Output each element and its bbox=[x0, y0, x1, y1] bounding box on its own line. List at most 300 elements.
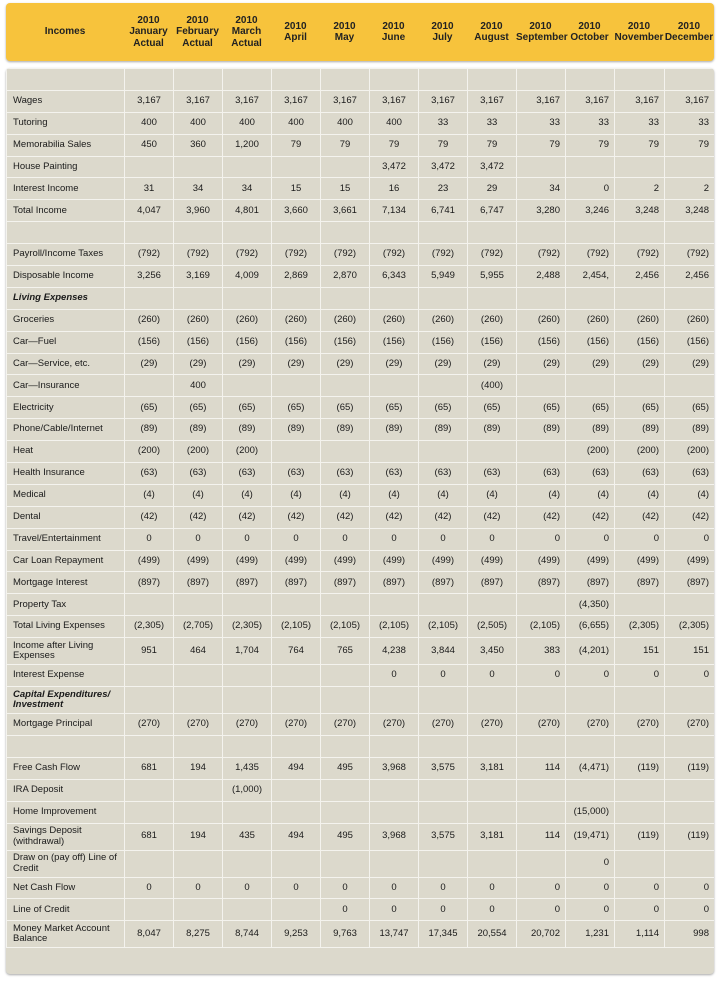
table-cell: (42) bbox=[566, 506, 615, 528]
table-cell: (270) bbox=[615, 714, 665, 736]
table-cell: (42) bbox=[370, 506, 419, 528]
table-cell: (156) bbox=[517, 331, 566, 353]
table-cell: (119) bbox=[615, 757, 665, 779]
table-cell: 3,181 bbox=[468, 823, 517, 850]
table-cell bbox=[272, 665, 321, 687]
table-cell bbox=[223, 69, 272, 91]
table-cell bbox=[517, 687, 566, 714]
table-cell: (63) bbox=[321, 463, 370, 485]
table-cell bbox=[665, 287, 715, 309]
table-cell: (156) bbox=[615, 331, 665, 353]
table-cell bbox=[566, 287, 615, 309]
table-cell: (42) bbox=[468, 506, 517, 528]
row-label: Car—Insurance bbox=[7, 375, 125, 397]
header-month-8: 2010 August bbox=[474, 20, 509, 43]
table-cell: (4) bbox=[517, 484, 566, 506]
table-cell bbox=[125, 850, 174, 877]
header-month-4: 2010 April bbox=[284, 20, 307, 43]
table-cell: 0 bbox=[419, 528, 468, 550]
table-cell: 435 bbox=[223, 823, 272, 850]
table-row bbox=[7, 90, 715, 112]
table-cell: 0 bbox=[419, 899, 468, 921]
table-cell bbox=[615, 287, 665, 309]
table-cell: 400 bbox=[174, 112, 223, 134]
table-cell: (270) bbox=[517, 714, 566, 736]
table-cell: (2,505) bbox=[468, 616, 517, 638]
table-cell: (29) bbox=[321, 353, 370, 375]
table-row bbox=[7, 899, 715, 921]
table-cell: (200) bbox=[665, 441, 715, 463]
table-cell: (2,105) bbox=[419, 616, 468, 638]
table-cell: (42) bbox=[615, 506, 665, 528]
table-cell bbox=[665, 735, 715, 757]
table-cell: (65) bbox=[517, 397, 566, 419]
table-cell: (29) bbox=[615, 353, 665, 375]
table-cell: 951 bbox=[125, 638, 174, 665]
table-cell bbox=[321, 801, 370, 823]
table-cell: 0 bbox=[370, 665, 419, 687]
table-cell: 33 bbox=[468, 112, 517, 134]
table-cell: 3,450 bbox=[468, 638, 517, 665]
row-label: Mortgage Principal bbox=[7, 714, 125, 736]
table-cell: 3,167 bbox=[615, 90, 665, 112]
table-cell: (2,305) bbox=[223, 616, 272, 638]
table-cell: 194 bbox=[174, 757, 223, 779]
table-cell bbox=[615, 801, 665, 823]
table-cell bbox=[223, 899, 272, 921]
table-cell: (499) bbox=[517, 550, 566, 572]
table-cell: 3,167 bbox=[125, 90, 174, 112]
table-cell: 79 bbox=[665, 134, 715, 156]
table-cell: (260) bbox=[665, 309, 715, 331]
table-cell: 400 bbox=[272, 112, 321, 134]
table-cell bbox=[223, 594, 272, 616]
table-cell bbox=[370, 441, 419, 463]
table-cell bbox=[174, 801, 223, 823]
table-cell: 3,960 bbox=[174, 200, 223, 222]
table-cell: (499) bbox=[615, 550, 665, 572]
table-cell: (4) bbox=[272, 484, 321, 506]
row-label bbox=[7, 69, 125, 91]
table-cell: 34 bbox=[223, 178, 272, 200]
table-cell: (260) bbox=[321, 309, 370, 331]
table-cell: 8,744 bbox=[223, 921, 272, 948]
table-cell: 20,554 bbox=[468, 921, 517, 948]
table-cell bbox=[125, 779, 174, 801]
table-cell: 33 bbox=[615, 112, 665, 134]
table-cell bbox=[419, 850, 468, 877]
table-cell: (270) bbox=[665, 714, 715, 736]
table-cell bbox=[517, 850, 566, 877]
table-cell: (4) bbox=[615, 484, 665, 506]
table-cell bbox=[321, 287, 370, 309]
table-cell: (42) bbox=[223, 506, 272, 528]
header-month-12: 2010 December bbox=[664, 20, 714, 43]
table-cell bbox=[665, 222, 715, 244]
table-cell: (119) bbox=[665, 823, 715, 850]
table-cell: 15 bbox=[321, 178, 370, 200]
header-month-3: 2010 March Actual bbox=[231, 14, 262, 49]
table-cell: 383 bbox=[517, 638, 566, 665]
table-cell bbox=[125, 287, 174, 309]
row-label: Income after Living Expenses bbox=[7, 638, 125, 665]
table-cell: 0 bbox=[566, 178, 615, 200]
table-cell: (792) bbox=[517, 244, 566, 266]
table-cell bbox=[517, 287, 566, 309]
table-cell bbox=[370, 594, 419, 616]
table-cell: 2,456 bbox=[615, 266, 665, 288]
table-cell: 0 bbox=[615, 665, 665, 687]
row-label: Mortgage Interest bbox=[7, 572, 125, 594]
table-cell: (65) bbox=[272, 397, 321, 419]
table-cell: 151 bbox=[615, 638, 665, 665]
table-cell: (119) bbox=[615, 823, 665, 850]
row-label: Net Cash Flow bbox=[7, 877, 125, 899]
table-cell: (65) bbox=[665, 397, 715, 419]
table-cell: (29) bbox=[370, 353, 419, 375]
table-cell bbox=[272, 222, 321, 244]
table-cell: (89) bbox=[517, 419, 566, 441]
table-cell: 3,167 bbox=[174, 90, 223, 112]
table-cell: 400 bbox=[125, 112, 174, 134]
table-cell bbox=[125, 899, 174, 921]
table-cell: 3,181 bbox=[468, 757, 517, 779]
table-cell: (270) bbox=[223, 714, 272, 736]
table-cell: 3,280 bbox=[517, 200, 566, 222]
table-cell: 20,702 bbox=[517, 921, 566, 948]
table-cell: (4,201) bbox=[566, 638, 615, 665]
table-cell: 3,660 bbox=[272, 200, 321, 222]
table-row bbox=[7, 801, 715, 823]
table-cell bbox=[517, 156, 566, 178]
row-label: Disposable Income bbox=[7, 266, 125, 288]
table-cell: (89) bbox=[665, 419, 715, 441]
table-cell bbox=[370, 287, 419, 309]
table-cell: 0 bbox=[321, 528, 370, 550]
table-row bbox=[7, 112, 715, 134]
table-cell: 34 bbox=[517, 178, 566, 200]
table-cell: 495 bbox=[321, 823, 370, 850]
table-cell bbox=[615, 375, 665, 397]
table-cell: 0 bbox=[321, 877, 370, 899]
table-cell bbox=[125, 735, 174, 757]
table-cell: 0 bbox=[566, 899, 615, 921]
table-cell: (792) bbox=[174, 244, 223, 266]
table-cell: (792) bbox=[370, 244, 419, 266]
table-cell: (65) bbox=[174, 397, 223, 419]
table-cell: (792) bbox=[419, 244, 468, 266]
table-cell: (29) bbox=[223, 353, 272, 375]
table-cell: (897) bbox=[174, 572, 223, 594]
table-cell: (499) bbox=[174, 550, 223, 572]
header-month-11: 2010 November bbox=[614, 20, 664, 43]
table-cell: (897) bbox=[370, 572, 419, 594]
table-cell bbox=[468, 222, 517, 244]
table-cell: 114 bbox=[517, 757, 566, 779]
table-row bbox=[7, 441, 715, 463]
table-cell bbox=[272, 594, 321, 616]
table-cell: (29) bbox=[468, 353, 517, 375]
table-cell: 79 bbox=[419, 134, 468, 156]
table-cell: (63) bbox=[174, 463, 223, 485]
table-cell: 0 bbox=[321, 899, 370, 921]
table-cell: 0 bbox=[566, 665, 615, 687]
table-row bbox=[7, 331, 715, 353]
row-label: Car—Service, etc. bbox=[7, 353, 125, 375]
table-cell bbox=[174, 779, 223, 801]
table-cell: (200) bbox=[615, 441, 665, 463]
table-cell: 0 bbox=[370, 899, 419, 921]
table-cell bbox=[468, 801, 517, 823]
table-cell: (200) bbox=[125, 441, 174, 463]
table-cell bbox=[566, 156, 615, 178]
header-month-10: 2010 October bbox=[570, 20, 609, 43]
table-cell: 15 bbox=[272, 178, 321, 200]
table-cell: 0 bbox=[517, 528, 566, 550]
table-row bbox=[7, 572, 715, 594]
table-cell bbox=[125, 222, 174, 244]
table-cell: 79 bbox=[517, 134, 566, 156]
table-cell: (4) bbox=[566, 484, 615, 506]
table-cell bbox=[370, 222, 419, 244]
table-row bbox=[7, 244, 715, 266]
table-cell: (792) bbox=[615, 244, 665, 266]
table-cell: (270) bbox=[566, 714, 615, 736]
table-cell: 9,253 bbox=[272, 921, 321, 948]
table-row bbox=[7, 484, 715, 506]
table-cell bbox=[517, 441, 566, 463]
table-cell: (400) bbox=[468, 375, 517, 397]
table-cell: 3,167 bbox=[419, 90, 468, 112]
table-cell: (792) bbox=[566, 244, 615, 266]
table-cell: 494 bbox=[272, 757, 321, 779]
table-cell bbox=[419, 222, 468, 244]
table-row bbox=[7, 463, 715, 485]
table-cell: (897) bbox=[223, 572, 272, 594]
row-label: Living Expenses bbox=[7, 287, 125, 309]
table-cell: 764 bbox=[272, 638, 321, 665]
table-cell: (897) bbox=[272, 572, 321, 594]
table-cell: 7,134 bbox=[370, 200, 419, 222]
table-row bbox=[7, 156, 715, 178]
table-cell bbox=[419, 687, 468, 714]
table-cell: (29) bbox=[566, 353, 615, 375]
row-label bbox=[7, 222, 125, 244]
table-cell bbox=[468, 850, 517, 877]
table-cell: (156) bbox=[223, 331, 272, 353]
table-cell: (4) bbox=[174, 484, 223, 506]
table-cell: (65) bbox=[125, 397, 174, 419]
table-cell: 400 bbox=[174, 375, 223, 397]
table-cell: (65) bbox=[223, 397, 272, 419]
table-cell: (29) bbox=[665, 353, 715, 375]
table-cell: (897) bbox=[468, 572, 517, 594]
table-cell: (63) bbox=[615, 463, 665, 485]
table-cell: 13,747 bbox=[370, 921, 419, 948]
table-cell: 0 bbox=[665, 877, 715, 899]
table-cell: (2,105) bbox=[370, 616, 419, 638]
table-cell: (65) bbox=[321, 397, 370, 419]
table-cell: (260) bbox=[517, 309, 566, 331]
table-cell bbox=[272, 687, 321, 714]
table-cell: (2,305) bbox=[125, 616, 174, 638]
table-cell: 3,167 bbox=[223, 90, 272, 112]
table-cell bbox=[321, 594, 370, 616]
table-row bbox=[7, 823, 715, 850]
table-cell bbox=[174, 735, 223, 757]
table-cell bbox=[174, 222, 223, 244]
table-cell bbox=[665, 594, 715, 616]
table-cell: (4) bbox=[125, 484, 174, 506]
table-cell: (260) bbox=[125, 309, 174, 331]
table-cell bbox=[419, 779, 468, 801]
table-cell: (15,000) bbox=[566, 801, 615, 823]
table-cell: 0 bbox=[174, 877, 223, 899]
table-cell: (499) bbox=[125, 550, 174, 572]
table-cell bbox=[223, 687, 272, 714]
table-cell: (200) bbox=[566, 441, 615, 463]
table-cell: 681 bbox=[125, 757, 174, 779]
table-cell bbox=[370, 850, 419, 877]
table-cell: (63) bbox=[517, 463, 566, 485]
table-cell: (156) bbox=[272, 331, 321, 353]
table-cell bbox=[125, 594, 174, 616]
table-cell: (499) bbox=[223, 550, 272, 572]
table-cell: (29) bbox=[174, 353, 223, 375]
table-cell: 998 bbox=[665, 921, 715, 948]
row-label: IRA Deposit bbox=[7, 779, 125, 801]
table-cell: 4,009 bbox=[223, 266, 272, 288]
table-cell: 3,844 bbox=[419, 638, 468, 665]
table-row bbox=[7, 266, 715, 288]
table-cell: (897) bbox=[665, 572, 715, 594]
table-cell: 79 bbox=[272, 134, 321, 156]
table-cell: (65) bbox=[615, 397, 665, 419]
table-cell: 400 bbox=[370, 112, 419, 134]
table-cell: (1,000) bbox=[223, 779, 272, 801]
table-cell bbox=[517, 779, 566, 801]
table-cell: (29) bbox=[517, 353, 566, 375]
table-cell: 450 bbox=[125, 134, 174, 156]
table-row bbox=[7, 419, 715, 441]
table-cell: 33 bbox=[517, 112, 566, 134]
row-label: Dental bbox=[7, 506, 125, 528]
table-cell: (63) bbox=[125, 463, 174, 485]
table-cell bbox=[321, 687, 370, 714]
row-label: Interest Expense bbox=[7, 665, 125, 687]
table-cell: (89) bbox=[174, 419, 223, 441]
table-cell: 3,167 bbox=[321, 90, 370, 112]
table-cell bbox=[566, 779, 615, 801]
table-cell: 6,741 bbox=[419, 200, 468, 222]
table-cell bbox=[566, 69, 615, 91]
table-cell: 0 bbox=[517, 877, 566, 899]
table-cell: 16 bbox=[370, 178, 419, 200]
table-cell: 9,763 bbox=[321, 921, 370, 948]
table-cell bbox=[517, 735, 566, 757]
table-cell bbox=[665, 156, 715, 178]
table-cell: (89) bbox=[419, 419, 468, 441]
table-row bbox=[7, 714, 715, 736]
table-cell bbox=[272, 850, 321, 877]
table-cell: (897) bbox=[125, 572, 174, 594]
table-cell: 29 bbox=[468, 178, 517, 200]
table-cell: 0 bbox=[468, 899, 517, 921]
table-cell: (270) bbox=[272, 714, 321, 736]
table-cell: 79 bbox=[566, 134, 615, 156]
table-cell: 2,488 bbox=[517, 266, 566, 288]
table-cell: (156) bbox=[370, 331, 419, 353]
table-cell bbox=[468, 687, 517, 714]
table-cell: (89) bbox=[272, 419, 321, 441]
table-cell bbox=[370, 735, 419, 757]
table-cell: (65) bbox=[566, 397, 615, 419]
row-label: Capital Expenditures/ Investment bbox=[7, 687, 125, 714]
table-cell bbox=[517, 801, 566, 823]
table-cell: 79 bbox=[615, 134, 665, 156]
table-cell: 0 bbox=[665, 665, 715, 687]
header-row bbox=[6, 3, 714, 61]
table-cell: 4,047 bbox=[125, 200, 174, 222]
table-cell: (19,471) bbox=[566, 823, 615, 850]
table-cell bbox=[125, 665, 174, 687]
table-cell: 0 bbox=[615, 528, 665, 550]
table-cell: (270) bbox=[468, 714, 517, 736]
table-body bbox=[6, 68, 714, 974]
table-cell bbox=[272, 375, 321, 397]
table-cell: (499) bbox=[272, 550, 321, 572]
table-cell: 0 bbox=[419, 877, 468, 899]
table-row bbox=[7, 222, 715, 244]
table-cell bbox=[665, 850, 715, 877]
table-row bbox=[7, 287, 715, 309]
row-label: Electricity bbox=[7, 397, 125, 419]
table-cell: 0 bbox=[125, 528, 174, 550]
table-cell: (2,305) bbox=[615, 616, 665, 638]
table-cell: 17,345 bbox=[419, 921, 468, 948]
table-cell: 3,246 bbox=[566, 200, 615, 222]
table-cell bbox=[125, 375, 174, 397]
table-row bbox=[7, 757, 715, 779]
table-cell: (260) bbox=[615, 309, 665, 331]
table-cell: (89) bbox=[223, 419, 272, 441]
table-cell bbox=[223, 801, 272, 823]
table-row bbox=[7, 877, 715, 899]
table-cell: (156) bbox=[566, 331, 615, 353]
table-cell bbox=[272, 899, 321, 921]
table-cell: (2,105) bbox=[321, 616, 370, 638]
table-cell bbox=[566, 375, 615, 397]
table-cell bbox=[615, 222, 665, 244]
table-cell bbox=[468, 594, 517, 616]
table-cell: (65) bbox=[468, 397, 517, 419]
table-cell: 0 bbox=[517, 665, 566, 687]
table-cell bbox=[272, 69, 321, 91]
table-cell: 0 bbox=[615, 877, 665, 899]
row-label: Health Insurance bbox=[7, 463, 125, 485]
table-cell bbox=[272, 287, 321, 309]
row-label: Medical bbox=[7, 484, 125, 506]
table-cell bbox=[517, 594, 566, 616]
table-cell: (4,471) bbox=[566, 757, 615, 779]
table-cell bbox=[272, 801, 321, 823]
table-cell: 3,256 bbox=[125, 266, 174, 288]
table-cell bbox=[125, 687, 174, 714]
table-cell: 464 bbox=[174, 638, 223, 665]
table-cell: (260) bbox=[272, 309, 321, 331]
row-label: Total Income bbox=[7, 200, 125, 222]
table-cell: 681 bbox=[125, 823, 174, 850]
